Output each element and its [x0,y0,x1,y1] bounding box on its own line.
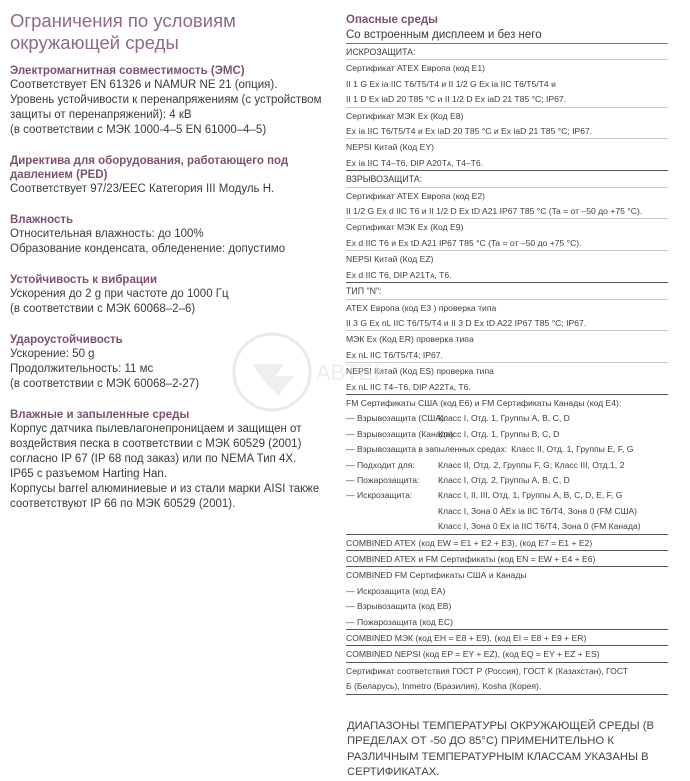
right-column [346,13,668,781]
section-text: Корпус датчика пылевлагонепроницаем и защищен от [10,423,302,435]
certification-label: — Взрывозащита в запыленных средах: [346,444,508,455]
spec-section [10,273,330,317]
certification-row [346,251,668,266]
certification-row [346,567,668,582]
note-line: РАЗЛИЧНЫМ ТЕМПЕРАТУРНЫМ КЛАССАМ УКАЗАНЫ В [347,750,649,763]
section-text: защиты от перенапряжений): 4 кВ [10,109,192,121]
note-line: СЕРТИФИКАТАХ. [347,766,440,779]
certification-row [346,441,668,456]
certification-text: COMBINED МЭК (код EH = E8 + E9), (код EI = E8 + E9 + ER) [346,633,587,644]
section-heading: Влажные и запыленные среды [10,409,190,421]
section-text: Образование конденсата, обледенение: допустимо [10,243,286,255]
certification-row [346,426,668,441]
certification-text: COMBINED NEPSI (код EP = EY + EZ), (код EQ = EY + EZ + ES) [346,649,600,660]
certification-text: Класс I, II, III, Отд. 1, Группы A, B, C, D, E, F, G [438,490,623,501]
section-text: Уровень устойчивости к перенапряжениям (с устройством [10,94,322,106]
certification-label: — Пожарозащита: [346,474,420,485]
certification-text: Сертификат ATEX Европа (код E2) [346,190,486,201]
certification-text: — Взрывозащита (код EB) [346,601,452,612]
certification-row [346,678,668,694]
spec-sections [10,64,330,512]
certification-text: Сертификат МЭК Ex (Код E9) [346,222,464,233]
certification-label: — Искрозащита: [346,490,413,501]
section-heading: давлением (PED) [10,169,108,181]
certification-text: II 3 G Ex nL IIC T6/T5/T4 и II 3 D Ex tD A22 IP67 T85 °C; IP67. [346,317,587,328]
certification-label: — Подходит для: [346,459,415,470]
page-title-line: окружающей среды [10,32,179,53]
section-text: Ускорения до 2 g при частоте до 1000 Гц [10,288,229,300]
certification-text: Сертификат МЭК Ex (Код E8) [346,110,464,121]
certification-text: COMBINED ATEX (код EW = E1 + E2 + E3), (код E7 = E1 + E2) [346,537,593,548]
section-text: Ускорение: 50 g [10,348,95,360]
certification-text: Класс I, Зона 0 AEx ia IIC T6/T4, Зона 0 (FM США) [438,505,638,516]
certification-text: COMBINED ATEX и FM Сертификаты (код EN = EW + E4 + E6) [346,554,596,564]
certification-text: ATEX Европа (код E3 ) проверка типа [346,302,497,313]
certification-row [346,91,668,107]
left-column [10,10,330,528]
section-text: (в соответствии с МЭК 60068–2-27) [10,378,200,390]
section-heading: Устойчивость к вибрации [10,274,158,286]
certification-row [346,410,668,425]
certification-text: — Искрозащита (код EA) [346,585,446,596]
certification-text: NEPSI Китай (Код ES) проверка типа [346,366,494,377]
certification-row [346,267,668,283]
watermark-text: ABTEK [316,360,382,385]
certification-row [346,171,668,187]
certification-row [346,646,668,662]
section-text: Корпусы barrel алюминиевые и из стали марки AISI также [10,483,320,495]
note-line: ДИАПАЗОНЫ ТЕМПЕРАТУРЫ ОКРУЖАЮЩЕЙ СРЕДЫ (В [347,719,655,732]
certification-text: Ex nL IIC T6/T5/T4; IP67. [346,349,443,360]
certification-text: ВЗРЫВОЗАЩИТА: [346,174,423,185]
certification-row [346,123,668,139]
certification-row [346,518,668,534]
certification-text: ТИП "N": [346,286,382,297]
certification-text: Ex ia IIC T6/T5/T4 и Ex iaD 20 T85 °C и Ex iaD 21 T85 °C; IP67. [346,126,593,137]
certification-text: Ex d IIC T6, DIP A21Tᴀ, T6. [346,269,452,280]
certification-text: II 1/2 G Ex d IIC T6 и II 1/2 D Ex tD A21 IP67 T85 °C (Ta = от –50 до +75 °C). [346,206,643,217]
section-text: (в соответствии с МЭК 60068–2–6) [10,303,196,315]
certification-text: Класс II, Отд. 1, Группы E, F, G [511,444,634,455]
certification-text: МЭК Ex (Код ER) проверка типа [346,334,474,345]
section-text: (в соответствии с МЭК 1000-4–5 EN 61000–4–5) [10,124,267,136]
certification-row [346,203,668,219]
section-heading: Удароустойчивость [10,334,123,346]
section-text: воздействия песка в соответствии с МЭК 60529 (2001) [10,438,302,450]
certification-row [346,300,668,315]
certification-text: — Пожарозащита (код EC) [346,616,453,627]
certification-label: — Взрывозащита (Канада): [346,428,456,439]
certification-row [346,315,668,331]
certification-row [346,188,668,203]
certification-row [346,60,668,75]
section-heading: Влажность [10,214,74,226]
certification-row [346,331,668,346]
section-heading: Электромагнитная совместимость (ЭМС) [10,65,245,77]
certification-text: Класс II, Отд. 2, Группы F, G; Класс III, Отд.1, 2 [438,459,625,470]
certification-row [346,472,668,487]
certification-list [346,44,668,695]
hazardous-subtitle: Со встроенным дисплеем и без него [346,28,668,44]
page-title-line: Ограничения по условиям [10,10,236,31]
certification-text: Класс I, Отд. 1, Группы B, C, D [438,428,560,439]
note-line: ПРЕДЕЛАХ ОТ -50 ДО 85°C) ПРИМЕНИТЕЛЬНО К [347,735,614,748]
certification-text: ИСКРОЗАЩИТА: [346,47,416,57]
certification-text: Ex d IIC T6 и Ex tD A21 IP67 T85 °C (Ta = от –50 до +75 °C). [346,237,582,248]
certification-row [346,108,668,123]
certification-row [346,551,668,567]
certification-text: Б (Беларусь), Inmetro (Бразилия), Kosha (Корея). [346,681,542,692]
certification-text: Класс I, Отд. 2, Группы A, B, C, D [438,474,570,485]
certification-text: FM Сертификаты США (код E6) и FM Сертификаты Канады (код E4): [346,397,622,408]
certification-row [346,395,668,410]
spec-section [10,408,330,512]
certification-text: COMBINED FM Сертификаты США и Канады [346,570,527,581]
certification-text: NEPSI Китай (Код EZ) [346,254,434,265]
certification-row [346,44,668,60]
section-text: Относительная влажность: до 100% [10,228,204,240]
section-text: Соответствует 97/23/EEC Категория III Модуль H. [10,183,275,195]
spec-section [10,64,330,138]
certification-row [346,487,668,502]
certification-row [346,155,668,171]
certification-row [346,663,668,678]
certification-row [346,347,668,363]
certification-text: Сертификат ATEX Европа (код E1) [346,63,486,74]
hazardous-title: Опасные среды [346,14,438,26]
certification-text: Ex nL IIC T4–T6, DIP A22Tᴀ, T6. [346,381,471,392]
section-text: соответствуют IP 66 по МЭК 60529 (2001). [10,498,236,510]
section-text: Соответствует EN 61326 и NAMUR NE 21 (опция). [10,79,278,91]
certification-label: — Взрывозащита (США): [346,413,447,424]
certification-text: II 1 D Ex iaD 20 T85 °C и II 1/2 D Ex iaD 21 T85 °C; IP67. [346,94,567,105]
certification-text: Ex ia IIC T4–T6, DIP A20Tᴀ, T4–T6. [346,157,484,168]
certification-text: Класс I, Отд. 1, Группы A, B, C, D [438,413,570,424]
certification-text: NEPSI Китай (Код EY) [346,142,434,153]
spec-section [10,333,330,392]
section-heading: Директива для оборудования, работающего под [10,155,289,167]
certification-row [346,283,668,299]
certification-row [346,614,668,630]
certification-row [346,76,668,91]
certification-text: Класс I, Зона 0 Ex ia IIC T6/T4, Зона 0 (FM Канада) [438,521,641,532]
spec-section [10,213,330,257]
page-title [10,10,330,54]
section-text: Продолжительность: 11 мс [10,363,154,375]
certification-text: II 1 G Ex ia IIC T6/T5/T4 и II 1/2 G Ex ia IIC T6/T5/T4 и [346,78,556,89]
certification-row [346,363,668,378]
temperature-note [346,719,668,781]
certification-row [346,219,668,234]
certification-row [346,139,668,154]
certification-row [346,503,668,518]
certification-text: Сертификат соответствия ГОСТ Р (Россия), ГОСТ К (Казахстан), ГОСТ [346,665,629,676]
certification-row [346,598,668,613]
section-text: согласно IP 67 (IP 68 под заказ) или по NEMA Тип 4X. [10,453,297,465]
certification-row [346,379,668,395]
spec-section [10,154,330,197]
section-text: IP65 с разъемом Harting Han. [10,468,168,480]
certification-row [346,583,668,598]
certification-row [346,457,668,472]
certification-row [346,535,668,551]
certification-row [346,630,668,646]
certification-row [346,235,668,251]
